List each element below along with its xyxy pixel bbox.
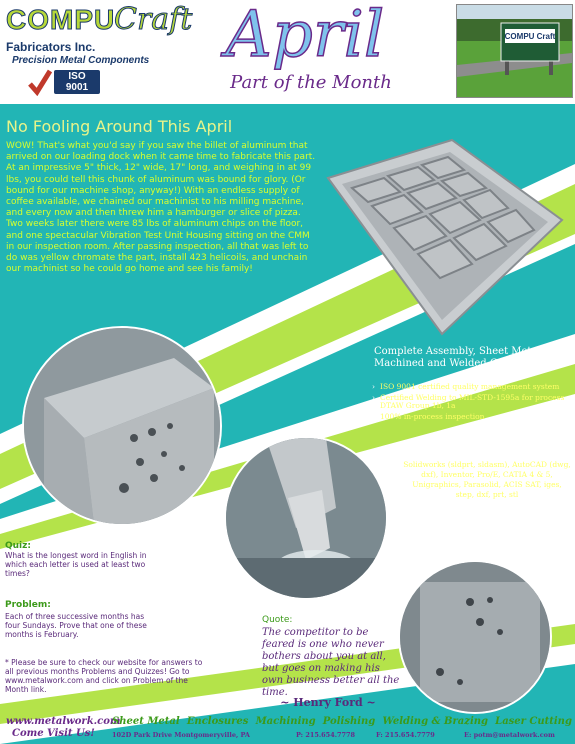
article-body: WOW! That's what you'd say if you saw the billet of aluminum that arrived on our loading dock when it came time to fabricate this part. At an impressive 5" thick, 12" wide, 17" long, and weighing in at 99 lbs, you could tell this chunk of aluminum was bound for glory. (Or bound for our machine shop, anyway!) With an endless supply of coffee available, we chained our machinist to his milling machine, and every now and then threw him a hamburger or slice of pizza. Two weeks later there were 85 lbs of aluminum chips on the floor, and one spectacular Vibration Test Unit Housing sitting on the CMM in our inspection room. After passing inspection, all that was left to do was yellow chromate the part, install 423 helicoils, and unchain our machinist so he could go home and see his family! (6, 141, 316, 275)
service-item: Machining (255, 716, 316, 727)
plate-part-photo (398, 560, 552, 714)
article-title: No Fooling Around This April (6, 117, 233, 136)
milling-machine-photo (224, 436, 388, 600)
service-item: Polishing (322, 716, 376, 727)
quote-label: Quote: (262, 615, 293, 625)
footer-fax: F: 215.654.7779 (376, 731, 435, 739)
iso-label: ISO (68, 71, 86, 82)
logo-wordmark: COMPU (6, 4, 116, 35)
cad-formats-list: Solidworks (sldprt, sldasm), AutoCAD (dwg, dxf), Inventor, Pro/E, CATIA 4 & 5, Unigraphics, Parasolid, ACIS SAT, iges, step, dxf, prt, stl (403, 460, 571, 499)
cad-formats-title: All CAD Formats: (431, 446, 519, 456)
service-item: Sheet Metal (112, 716, 180, 727)
problem-label: Problem: (5, 600, 51, 610)
housing-part-photo (322, 138, 566, 338)
machined-block-photo (22, 326, 222, 526)
logo-craft: Craft (114, 2, 193, 37)
footer-address: 102D Park Drive Montgomeryville, PA (112, 731, 250, 739)
sign-text: COMPU Craft (504, 32, 556, 41)
capability-item: › 100% in-process inspection (372, 413, 572, 422)
service-item: Welding & Brazing (382, 716, 488, 727)
footer-visit-us: Come Visit Us! (12, 728, 95, 739)
sign-photo-illustration (457, 5, 572, 97)
logo-company-name: Fabricators Inc. (6, 40, 96, 54)
footer-website-link[interactable]: www.metalwork.com (6, 716, 121, 727)
quiz-label: Quiz: (5, 541, 31, 551)
capability-item: › Certified Welding to MIL-STD-1595a for process DTAW Group 1b, 1a (372, 394, 572, 411)
footer-services (112, 716, 572, 727)
website-note: * Please be sure to check our website for answers to all previous months Problems and Quizzes! Go to www.metalwork.com and click on Problem of the Month link. (5, 658, 203, 694)
capabilities-list (372, 383, 572, 423)
quote-text: The competitor to be feared is one who never bothers about you at all, but goes on making his own business better all the time. (262, 627, 400, 698)
service-item: Enclosures (186, 716, 249, 727)
logo-tagline: Precision Metal Components (12, 55, 150, 66)
iso-text (54, 71, 100, 93)
building-sign-photo (456, 4, 573, 98)
footer-email[interactable]: E: potm@metalwork.com (464, 731, 555, 739)
capability-item: › ISO 9001 certified quality management system (372, 383, 572, 392)
quote-author: ~ Henry Ford ~ (280, 696, 376, 709)
assembly-panel-title: Complete Assembly, Sheet Metal, Machined and Welded Components. (374, 346, 557, 369)
title-part-of-the-month: Part of the Month (230, 72, 392, 93)
quiz-text: What is the longest word in English in which each letter is used at least two times? (5, 551, 147, 578)
service-item: Laser Cutting (495, 716, 572, 727)
problem-text: Each of three successive months has four Sundays. Prove that one of these months is February. (5, 612, 147, 639)
checkmark-icon (28, 68, 52, 96)
title-month: April (225, 0, 385, 72)
iso-number: 9001 (65, 82, 89, 93)
iso-badge (28, 68, 102, 96)
footer-phone: P: 215.654.7778 (296, 731, 356, 739)
